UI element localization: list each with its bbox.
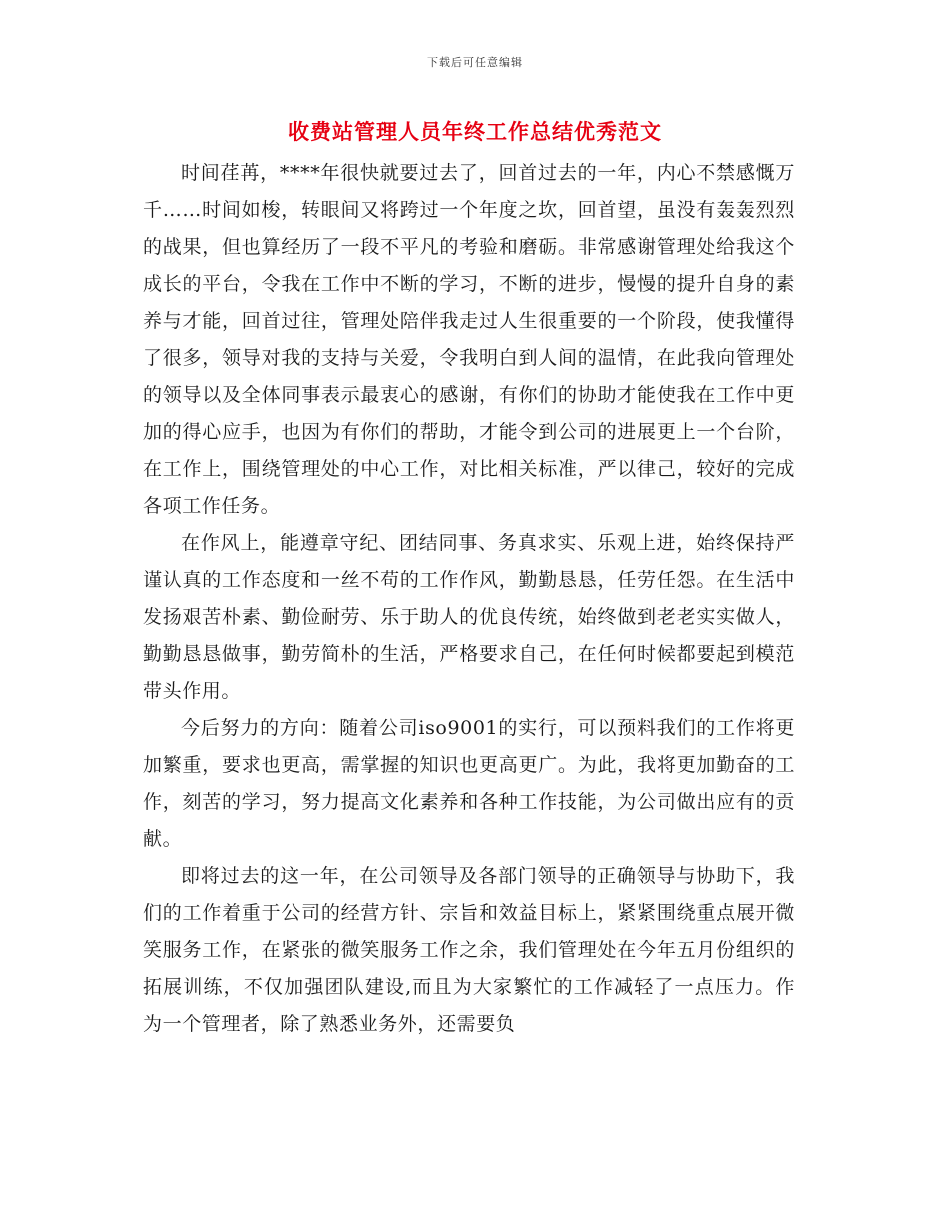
paragraph: 今后努力的方向：随着公司iso9001的实行，可以预料我们的工作将更加繁重，要求也更高，需掌握的知识也更高更广。为此，我将更加勤奋的工作，刻苦的学习，努力提高文化素养和各种工作技能，为公司做出应有的贡献。 <box>143 717 795 850</box>
document-body <box>143 155 795 1043</box>
header-note: 下载后可任意编辑 <box>427 56 523 69</box>
paragraph: 即将过去的这一年，在公司领导及各部门领导的正确领导与协助下，我们的工作着重于公司的经营方针、宗旨和效益目标上，紧紧围绕重点展开微笑服务工作，在紧张的微笑服务工作之余，我们管理处在今年五月份组织的拓展训练，不仅加强团队建设,而且为大家繁忙的工作减轻了一点压力。作为一个管理者，除了熟悉业务外，还需要负 <box>143 865 795 1035</box>
paragraph: 在作风上，能遵章守纪、团结同事、务真求实、乐观上进，始终保持严谨认真的工作态度和一丝不苟的工作作风，勤勤恳恳，任劳任怨。在生活中发扬艰苦朴素、勤俭耐劳、乐于助人的优良传统，始终做到老老实实做人，勤勤恳恳做事，勤劳简朴的生活，严格要求自己，在任何时候都要起到模范带头作用。 <box>143 532 795 702</box>
document-title: 收费站管理人员年终工作总结优秀范文 <box>288 119 662 144</box>
paragraph: 时间荏苒，****年很快就要过去了，回首过去的一年，内心不禁感慨万千……时间如梭，转眼间又将跨过一个年度之坎，回首望，虽没有轰轰烈烈的战果，但也算经历了一段不平凡的考验和磨砺。非常感谢管理处给我这个成长的平台，令我在工作中不断的学习，不断的进步，慢慢的提升自身的素养与才能，回首过往，管理处陪伴我走过人生很重要的一个阶段，使我懂得了很多，领导对我的支持与关爱，令我明白到人间的温情，在此我向管理处的领导以及全体同事表示最衷心的感谢，有你们的协助才能使我在工作中更加的得心应手，也因为有你们的帮助，才能令到公司的进展更上一个台阶，在工作上，围绕管理处的中心工作，对比相关标准，严以律己，较好的完成各项工作任务。 <box>143 162 795 517</box>
